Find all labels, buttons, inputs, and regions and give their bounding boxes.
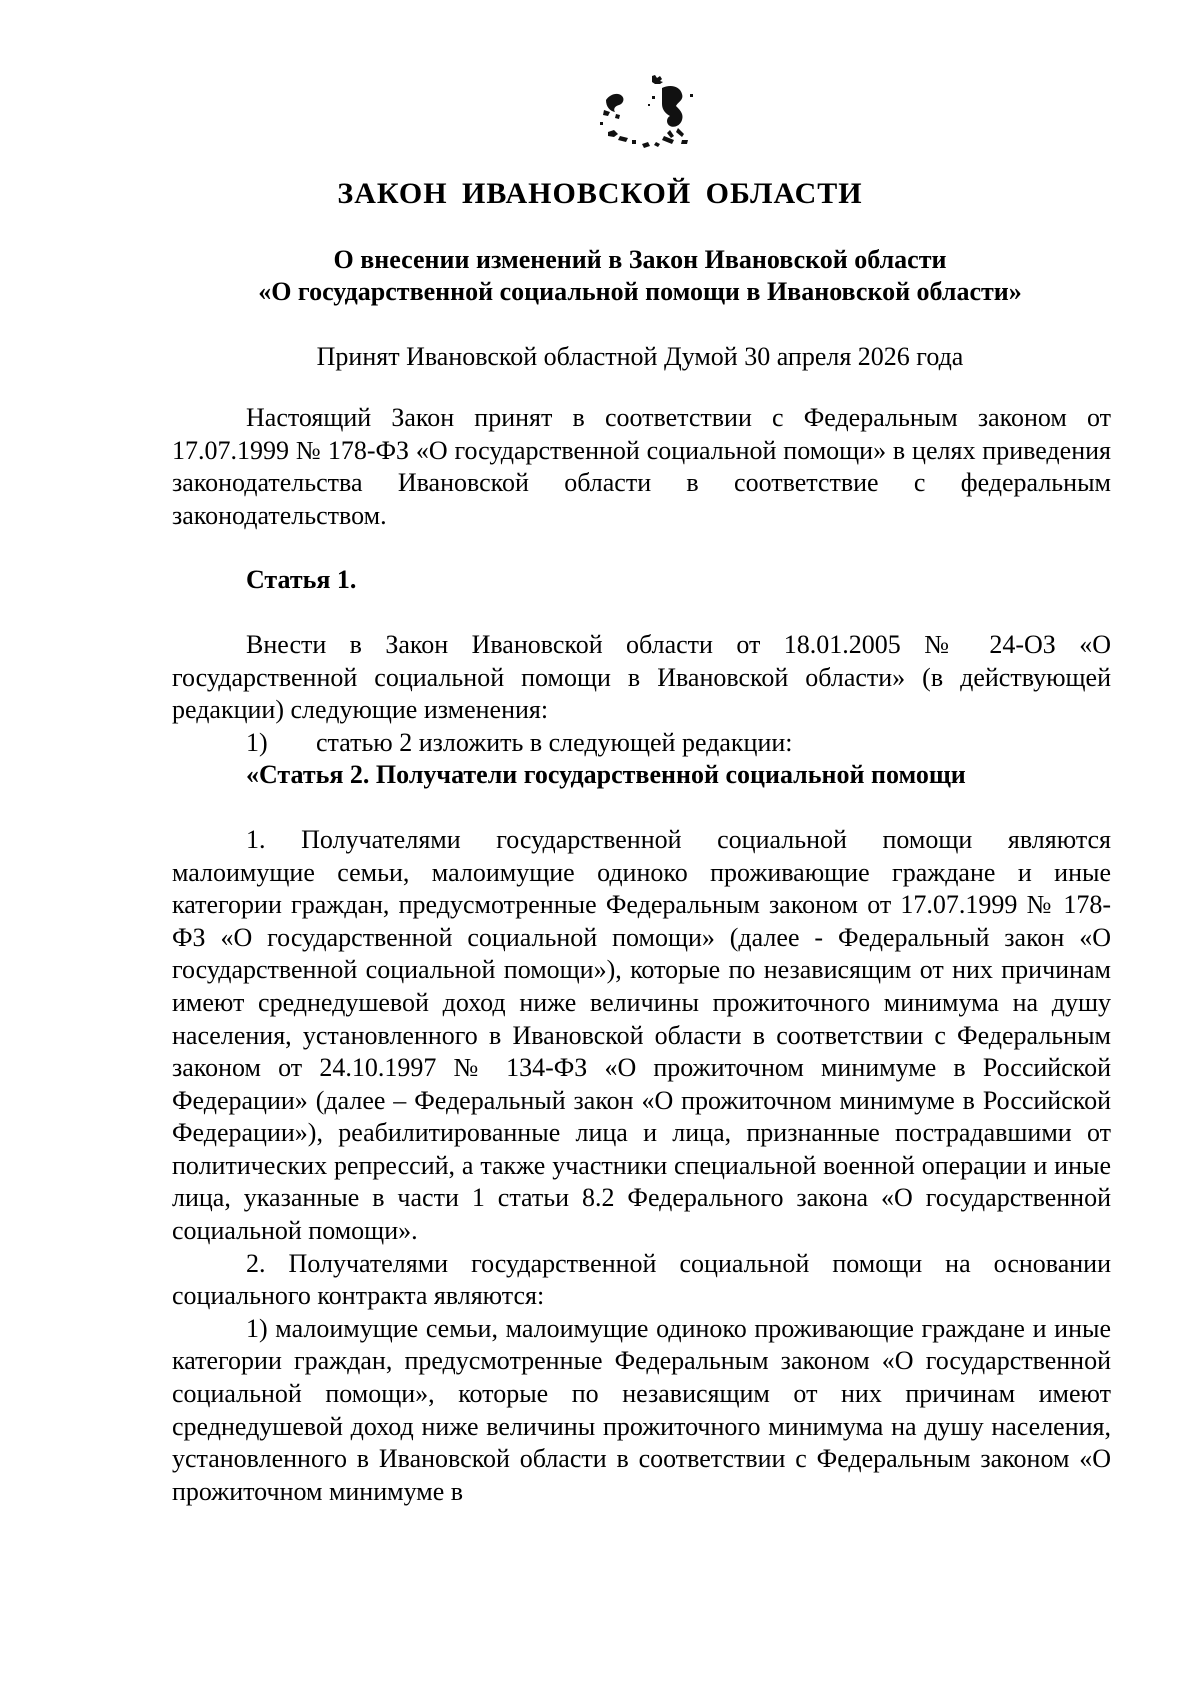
new-article-2-heading: «Статья 2. Получатели государственной социальной помощи <box>246 760 966 790</box>
law-subtitle-line-1: О внесении изменений в Закон Ивановской области <box>333 245 947 274</box>
ivanovo-coat-of-arms-icon <box>598 74 704 156</box>
article-2-part-1: 1. Получателями государственной социальной помощи являются малоимущие семьи, малоимущие одиноко проживающие граждане и иные категории граждан, предусмотренные Федеральным законом от 17.07.1999 № 178-ФЗ «О государственной социальной помощи» (далее - Федеральный закон «О государственной социальной помощи»), которые по независящим от них причинам имеют среднедушевой доход ниже величины прожиточного минимума на душу населения, установленного в Ивановской области в соответствии с Федеральным законом от 24.10.1997 № 134-ФЗ «О прожиточном минимуме в Российской Федерации» (далее – Федеральный закон «О прожиточном минимуме в Российской Федерации»), реабилитированные лица и лица, признанные пострадавшими от политических репрессий, а также участники специальной военной операции и иные лица, указанные в части 1 статьи 8.2 Федерального закона «О государственной социальной помощи». <box>172 824 1111 1246</box>
law-title: ЗАКОН ИВАНОВСКОЙ ОБЛАСТИ <box>337 177 863 210</box>
preamble-paragraph: Настоящий Закон принят в соответствии с Федеральным законом от 17.07.1999 № 178-ФЗ «О государственной социальной помощи» в целях приведения законодательства Ивановской области в соответствие с федеральным законодательством. <box>172 403 1111 530</box>
law-body <box>172 402 1111 1508</box>
article-1-intro: Внести в Закон Ивановской области от 18.01.2005 № 24-ОЗ «О государственной социальной помощи в Ивановской области» (в действующей редакции) следующие изменения: <box>172 629 1111 725</box>
amendment-item-1-number: 1) <box>246 727 268 757</box>
law-subtitle <box>160 244 1120 308</box>
article-2-part-2-item-1: 1) малоимущие семьи, малоимущие одиноко проживающие граждане и иные категории граждан, предусмотренные Федеральным законом «О государственной социальной помощи», которые по независящим от них причинам имеют среднедушевой доход ниже величины прожиточного минимума на душу населения, установленного в Ивановской области в соответствии с Федеральным законом «О прожиточном минимуме в <box>172 1313 1111 1506</box>
adoption-note: Принят Ивановской областной Думой 30 апреля 2026 года <box>316 342 964 371</box>
amendment-item-1-text: статью 2 изложить в следующей редакции: <box>316 727 793 757</box>
law-subtitle-line-2: «О государственной социальной помощи в Ивановской области» <box>258 277 1022 306</box>
article-1-heading: Статья 1. <box>246 565 357 595</box>
article-2-part-2: 2. Получателями государственной социальной помощи на основании социального контракта являются: <box>172 1248 1111 1311</box>
amendment-item-1 <box>172 727 1111 760</box>
